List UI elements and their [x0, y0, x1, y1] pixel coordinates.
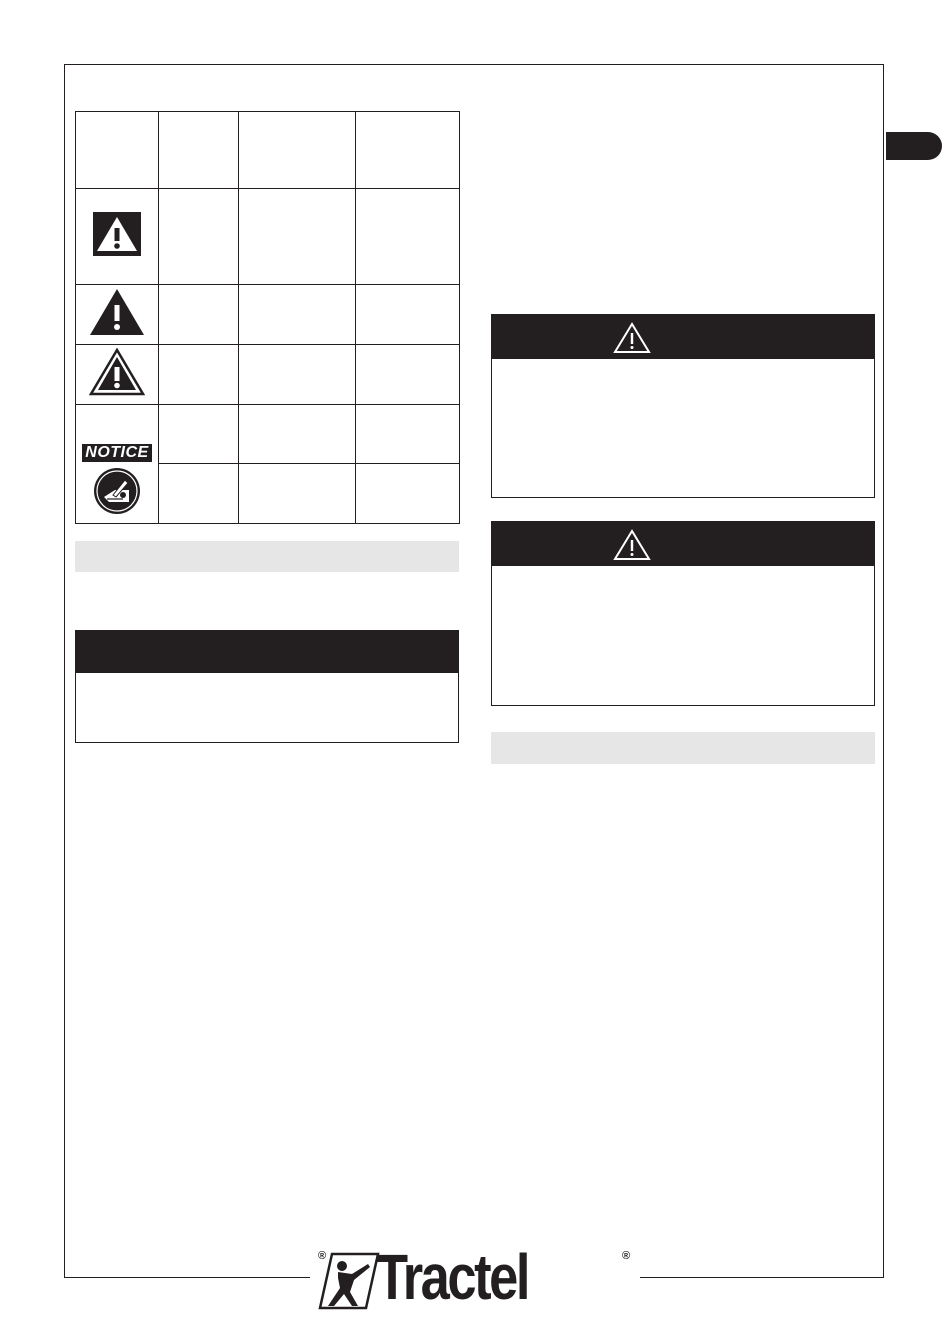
warning-triangle-solid-icon: [88, 287, 146, 337]
symbol-cell: [76, 189, 159, 285]
table-cell: [76, 112, 159, 189]
notice-label: NOTICE: [82, 444, 151, 462]
table-cell: [159, 405, 239, 464]
table-cell: [159, 189, 239, 285]
notice-cell: [76, 405, 159, 464]
table-row: [76, 112, 460, 189]
read-manual-icon: [93, 467, 141, 515]
table-cell: [356, 464, 460, 524]
table-row: [76, 285, 460, 345]
symbol-cell: [76, 464, 159, 524]
language-tab[interactable]: [886, 132, 942, 160]
table-cell: [239, 405, 356, 464]
warning-triangle-outline-icon: [613, 322, 651, 354]
table-row: [76, 464, 460, 524]
table-cell: [356, 112, 460, 189]
warning-box: [491, 521, 875, 706]
warning-box: [491, 314, 875, 498]
tractel-logo: [310, 1241, 640, 1313]
table-cell: [239, 112, 356, 189]
table-cell: [356, 189, 460, 285]
caution-box: [75, 630, 459, 743]
caution-box-header: [76, 631, 458, 673]
symbol-cell: [76, 285, 159, 345]
table-cell: [159, 345, 239, 405]
table-cell: [239, 345, 356, 405]
table-cell: [239, 189, 356, 285]
registered-mark: ®: [622, 1250, 631, 1262]
warning-box-header: [492, 522, 874, 566]
table-cell: [239, 464, 356, 524]
registered-mark: ®: [318, 1250, 327, 1262]
table-cell: [239, 285, 356, 345]
table-cell: [356, 345, 460, 405]
brand-name: Tractel: [376, 1241, 528, 1313]
warning-triangle-outline-icon: [613, 529, 651, 561]
section-heading-bar: [491, 732, 875, 764]
table-cell: [159, 112, 239, 189]
symbol-table: [75, 111, 460, 524]
warning-triangle-outline-icon: [89, 348, 145, 396]
tractel-figure-icon: [318, 1252, 380, 1310]
table-cell: [356, 285, 460, 345]
table-cell: [159, 464, 239, 524]
table-cell: [356, 405, 460, 464]
warning-box-header: [492, 315, 874, 359]
table-row: [76, 405, 460, 464]
section-heading-bar: [75, 541, 459, 572]
table-row: [76, 345, 460, 405]
symbol-cell: [76, 345, 159, 405]
table-cell: [159, 285, 239, 345]
table-row: [76, 189, 460, 285]
warning-triangle-square-icon: [92, 211, 142, 257]
